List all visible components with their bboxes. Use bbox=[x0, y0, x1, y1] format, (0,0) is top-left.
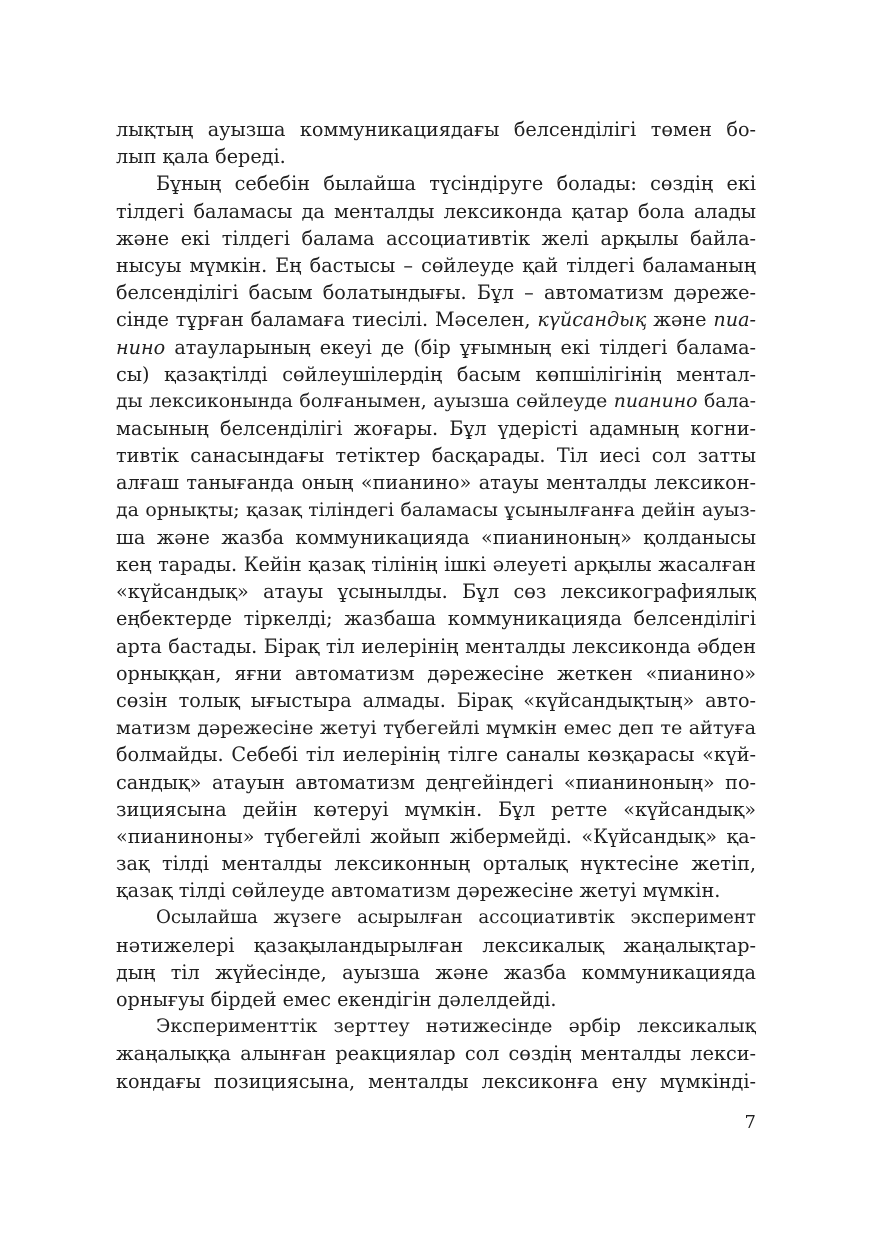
text-run: тілдегі баламасы да менталды лексиконда қатар бола алады bbox=[116, 199, 756, 223]
text-run: және bbox=[646, 308, 714, 332]
text-line bbox=[116, 605, 756, 632]
text-line bbox=[116, 823, 756, 850]
text-run: сы) қазақтілді сөйлеушілердің басым көпшілігінің ментал- bbox=[116, 362, 756, 386]
text-line bbox=[116, 741, 756, 768]
text-line bbox=[116, 170, 756, 197]
text-run: ша және жазба коммуникацияда «пианиноның» қолданысы bbox=[116, 525, 756, 549]
text-run: алғаш танығанда оның «пианино» атауы менталды лексикон- bbox=[116, 471, 756, 495]
text-line bbox=[116, 714, 756, 741]
page-number: 7 bbox=[744, 1112, 756, 1133]
text-run: «пианиноны» түбегейлі жойып жібермейді. «Күйсандық» қа- bbox=[116, 824, 756, 848]
text-run: зақ тілді менталды лексиконның орталық нүктесіне жетіп, bbox=[116, 852, 756, 876]
text-line bbox=[116, 877, 756, 904]
text-line bbox=[116, 1068, 756, 1095]
text-run: сандық» атауын автоматизм деңгейіндегі «пианиноның» по- bbox=[116, 770, 756, 794]
text-run: болмайды. Себебі тіл иелерінің тілге саналы көзқарасы «күй- bbox=[116, 743, 756, 767]
text-run: жаңалыққа алынған реакциялар сол сөздің менталды лекси- bbox=[116, 1042, 756, 1066]
text-run: зициясына дейін көтеруі мүмкін. Бұл ретте «күйсандық» bbox=[116, 797, 756, 821]
text-run: масының белсенділігі жоғары. Бұл үдерісті адамның когни- bbox=[116, 417, 756, 441]
text-run: Эксперименттік зерттеу нәтижесінде әрбір лексикалық bbox=[156, 1016, 756, 1038]
text-line bbox=[116, 769, 756, 796]
text-line bbox=[116, 143, 756, 170]
text-line bbox=[116, 415, 756, 442]
text-line bbox=[116, 306, 756, 333]
text-line bbox=[116, 334, 756, 361]
paragraph bbox=[116, 904, 756, 1013]
text-line bbox=[116, 1040, 756, 1067]
text-run: матизм дәрежесіне жетуі түбегейлі мүмкін емес деп те айтуға bbox=[116, 716, 756, 740]
text-run: лықтың ауызша коммуникациядағы белсенділігі төмен бо- bbox=[116, 118, 756, 141]
text-line bbox=[116, 279, 756, 306]
text-run: қазақ тілді сөйлеуде автоматизм дәрежесіне жетуі мүмкін. bbox=[116, 879, 721, 903]
italic-term: күйсандық bbox=[537, 308, 647, 332]
text-run: Осылайша жүзеге асырылған ассоциативтік эксперимент bbox=[156, 907, 756, 929]
text-run: тивтік санасындағы тетіктер басқарады. Тіл иесі сол затты bbox=[116, 444, 756, 468]
body-text bbox=[116, 116, 756, 1095]
text-line bbox=[116, 578, 756, 605]
italic-term: пиа- bbox=[713, 308, 756, 332]
text-run: орныққан, яғни автоматизм дәрежесіне жеткен «пианино» bbox=[116, 661, 756, 685]
text-run: да орнықты; қазақ тіліндегі баламасы ұсынылғанға дейін ауыз- bbox=[116, 498, 756, 521]
text-run: «күйсандық» атауы ұсынылды. Бұл сөз лексикографиялық bbox=[116, 580, 756, 604]
text-run: белсенділігі басым болатындығы. Бұл – автоматизм дәреже- bbox=[116, 281, 756, 305]
text-run: кең тарады. Кейін қазақ тілінің ішкі әлеуеті арқылы жасалған bbox=[116, 553, 756, 576]
text-line bbox=[116, 442, 756, 469]
text-line bbox=[116, 850, 756, 877]
text-run: кондағы позициясына, менталды лексиконға ену мүмкінді- bbox=[116, 1069, 756, 1093]
text-line bbox=[116, 687, 756, 714]
text-line bbox=[116, 959, 756, 986]
paragraph bbox=[116, 1013, 756, 1095]
text-line bbox=[116, 633, 756, 660]
italic-term: пианино bbox=[613, 390, 698, 412]
text-run: нысуы мүмкін. Ең бастысы – сөйлеуде қай тілдегі баламаның bbox=[116, 253, 756, 277]
text-run: және екі тілдегі балама ассоциативтік желі арқылы байла- bbox=[116, 226, 756, 250]
text-line bbox=[116, 904, 756, 931]
text-run: атауларының екеуі де (бір ұғымның екі тілдегі балама- bbox=[165, 335, 756, 359]
text-line bbox=[116, 116, 756, 143]
text-run: еңбектерде тіркелді; жазбаша коммуникацияда белсенділігі bbox=[116, 607, 756, 631]
text-line bbox=[116, 469, 756, 496]
text-line bbox=[116, 225, 756, 252]
text-line bbox=[116, 198, 756, 225]
text-line bbox=[116, 986, 756, 1013]
text-line bbox=[116, 932, 756, 959]
text-run: бала- bbox=[697, 390, 756, 412]
text-line bbox=[116, 1013, 756, 1040]
text-line bbox=[116, 660, 756, 687]
text-line bbox=[116, 497, 756, 524]
text-run: дың тіл жүйесінде, ауызша және жазба коммуникацияда bbox=[116, 960, 756, 984]
text-run: сінде тұрған баламаға тиесілі. Мәселен, bbox=[116, 308, 538, 332]
text-run: Бұның себебін былайша түсіндіруге болады: сөздің екі bbox=[156, 172, 756, 196]
paragraph bbox=[116, 170, 756, 904]
text-line bbox=[116, 388, 756, 415]
text-line bbox=[116, 361, 756, 388]
paragraph bbox=[116, 116, 756, 170]
text-line bbox=[116, 252, 756, 279]
text-run: лып қала береді. bbox=[116, 145, 286, 169]
text-run: сөзін толық ығыстыра алмады. Бірақ «күйсандықтың» авто- bbox=[116, 688, 756, 712]
text-run: арта бастады. Бірақ тіл иелерінің менталды лексиконда әбден bbox=[116, 634, 756, 658]
text-line bbox=[116, 551, 756, 578]
text-run: ды лексиконында болғанымен, ауызша сөйлеуде bbox=[116, 390, 614, 412]
italic-term: нино bbox=[116, 335, 166, 359]
text-run: орнығуы бірдей емес екендігін дәлелдейді. bbox=[116, 988, 557, 1011]
text-line bbox=[116, 796, 756, 823]
text-line bbox=[116, 524, 756, 551]
text-run: нәтижелері қазақыландырылған лексикалық жаңалықтар- bbox=[116, 933, 756, 957]
